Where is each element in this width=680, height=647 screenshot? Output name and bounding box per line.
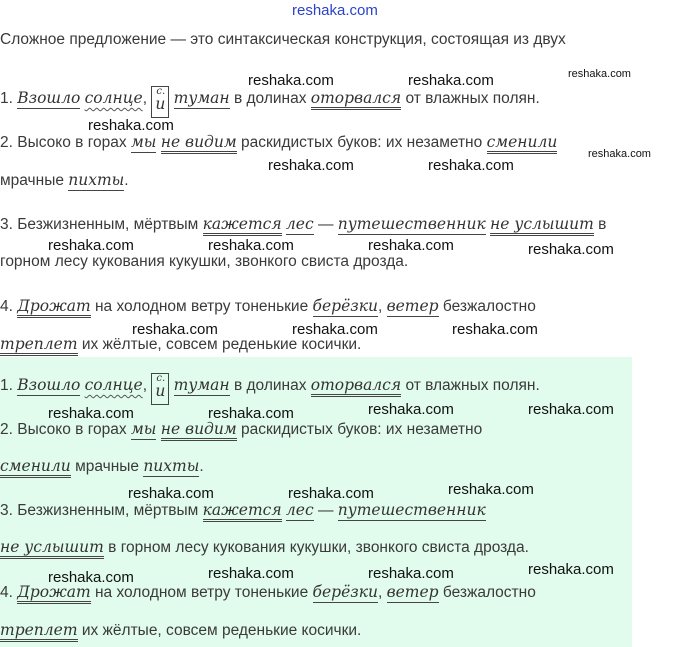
watermark: reshaka.com xyxy=(368,401,454,418)
watermark: reshaka.com xyxy=(528,561,614,578)
watermark: reshaka.com xyxy=(288,485,374,502)
answer-sentence-2-line-1: 2. Высоко в горах мы не видим раскидистых буков: их незаметно xyxy=(0,419,482,440)
sentence-3-line-2: горном лесу кукования кукушки, звонкого свиста дрозда. xyxy=(0,253,409,270)
sentence-4-line-1: 4. Дрожат на холодном ветру тоненькие берёзки, ветер безжалостно xyxy=(0,296,536,317)
intro-text: Сложное предложение — это синтаксическая конструкция, состоящая из двух xyxy=(0,31,566,48)
answer-sentence-4-line-2: треплет их жёлтые, совсем реденькие косички. xyxy=(0,620,361,641)
watermark: reshaka.com xyxy=(208,405,294,422)
watermark: reshaka.com xyxy=(268,157,354,174)
sentence-1: 1. Взошло солнце, с. и туман в долинах оторвался от влажных полян. xyxy=(0,86,540,118)
watermark: reshaka.com xyxy=(48,405,134,422)
watermark: reshaka.com xyxy=(368,565,454,582)
watermark: reshaka.com xyxy=(128,485,214,502)
answer-sentence-3-line-2: не услышит в горном лесу кукования кукушки, звонкого свиста дрозда. xyxy=(0,537,529,558)
sentence-3-line-1: 3. Безжизненным, мёртвым кажется лес — путешественник не услышит в xyxy=(0,214,606,235)
answer-sentence-1: 1. Взошло солнце, с. и туман в долинах оторвался от влажных полян. xyxy=(0,373,540,405)
watermark: reshaka.com xyxy=(452,321,538,338)
answer-sentence-2-line-2: сменили мрачные пихты. xyxy=(0,456,204,477)
sentence-4-line-2: треплет их жёлтые, совсем реденькие косички. xyxy=(0,334,361,355)
watermark: reshaka.com xyxy=(528,241,614,258)
watermark: reshaka.com xyxy=(568,68,631,80)
watermark: reshaka.com xyxy=(428,157,514,174)
site-header-link[interactable]: reshaka.com xyxy=(292,2,378,19)
watermark: reshaka.com xyxy=(208,565,294,582)
answer-sentence-3-line-1: 3. Безжизненным, мёртвым кажется лес — путешественник xyxy=(0,500,486,521)
watermark: reshaka.com xyxy=(292,321,378,338)
sentence-2-line-1: 2. Высоко в горах мы не видим раскидистых буков: их незаметно сменили xyxy=(0,132,557,153)
watermark: reshaka.com xyxy=(588,148,651,160)
watermark: reshaka.com xyxy=(448,481,534,498)
watermark: reshaka.com xyxy=(248,72,334,89)
answer-sentence-4-line-1: 4. Дрожат на холодном ветру тоненькие берёзки, ветер безжалостно xyxy=(0,582,536,603)
watermark: reshaka.com xyxy=(88,117,174,134)
watermark: reshaka.com xyxy=(528,401,614,418)
conjunction-box: с. и xyxy=(151,373,169,405)
watermark: reshaka.com xyxy=(48,237,134,254)
conjunction-box: с. и xyxy=(151,86,169,118)
watermark: reshaka.com xyxy=(368,237,454,254)
sentence-2-line-2: мрачные пихты. xyxy=(0,171,129,189)
watermark: reshaka.com xyxy=(48,569,134,586)
watermark: reshaka.com xyxy=(408,72,494,89)
watermark: reshaka.com xyxy=(208,237,294,254)
watermark: reshaka.com xyxy=(132,321,218,338)
